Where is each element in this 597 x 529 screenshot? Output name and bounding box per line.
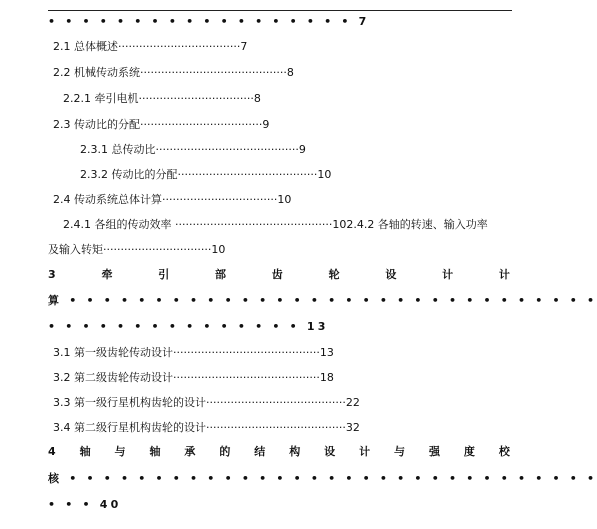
chapter3-char: 3	[48, 268, 56, 281]
chapter3-char: 牵	[101, 268, 113, 281]
toc-entry-2-3-2[interactable]: 2.3.2 传动比的分配········································10	[80, 168, 332, 181]
chapter3-char: 部	[215, 268, 226, 281]
chapter4-char: 4	[48, 445, 56, 458]
chapter3-char: 齿	[271, 268, 283, 281]
chapter4-char: 度	[463, 445, 475, 458]
toc-entry-2-4[interactable]: 2.4 传动系统总体计算·································10	[53, 193, 292, 206]
chapter3-char: 轮	[328, 268, 340, 281]
chapter3-char: 计	[498, 268, 510, 281]
chapter3-char: 计	[442, 268, 454, 281]
toc-chapter4-dots-1: 核 • • • • • • • • • • • • • • • • • • • • • • • • • • • • • • •	[48, 472, 597, 485]
chapter4-char: 设	[324, 445, 336, 458]
chapter4-char: 轴	[79, 445, 91, 458]
chapter4-char: 与	[114, 445, 126, 458]
chapter4-char: 与	[394, 445, 406, 458]
toc-chapter3-title	[48, 268, 510, 282]
toc-chapter4-dots-2: • • • 40	[48, 498, 122, 511]
chapter4-char: 结	[254, 445, 266, 458]
toc-entry-3-2[interactable]: 3.2 第二级齿轮传动设计··········································18	[53, 371, 334, 384]
toc-chapter3-dots-1: 算 • • • • • • • • • • • • • • • • • • • • • • • • • • • • • • •	[48, 294, 597, 307]
toc-entry-2-4-1[interactable]: 2.4.1 各组的传动效率 ·············································102.4.2 各轴的转速、输入功率	[63, 218, 488, 231]
chapter3-char: 设	[385, 268, 397, 281]
chapter4-char: 计	[359, 445, 371, 458]
toc-entry-2-2-1[interactable]: 2.2.1 牵引电机·································8	[63, 92, 261, 105]
toc-entry-3-1[interactable]: 3.1 第一级齿轮传动设计··········································13	[53, 346, 334, 359]
toc-entry-2-4-2-continuation[interactable]: 及输入转矩·······························10	[48, 243, 226, 256]
toc-chapter4-title	[48, 445, 510, 459]
toc-entry-2-3[interactable]: 2.3 传动比的分配···································9	[53, 118, 270, 131]
toc-entry-2-3-1[interactable]: 2.3.1 总传动比·········································9	[80, 143, 306, 156]
chapter4-char: 构	[289, 445, 301, 458]
toc-entry-3-4[interactable]: 3.4 第二级行星机构齿轮的设计········································32	[53, 421, 360, 434]
toc-chapter3-dots-2: • • • • • • • • • • • • • • • 13	[48, 320, 329, 333]
toc-entry-3-3[interactable]: 3.3 第一级行星机构齿轮的设计········································22	[53, 396, 360, 409]
chapter4-char: 轴	[149, 445, 161, 458]
chapter4-char: 的	[219, 445, 231, 458]
header-rule	[48, 10, 512, 11]
chapter4-char: 强	[428, 445, 440, 458]
chapter4-char: 承	[184, 445, 196, 458]
chapter4-char: 校	[498, 445, 510, 458]
toc-entry-2-1[interactable]: 2.1 总体概述···································7	[53, 40, 248, 53]
chapter3-char: 引	[158, 268, 170, 281]
toc-entry-2-2[interactable]: 2.2 机械传动系统··········································8	[53, 66, 294, 79]
toc-chapter2-dots: • • • • • • • • • • • • • • • • • • 7	[48, 15, 370, 28]
